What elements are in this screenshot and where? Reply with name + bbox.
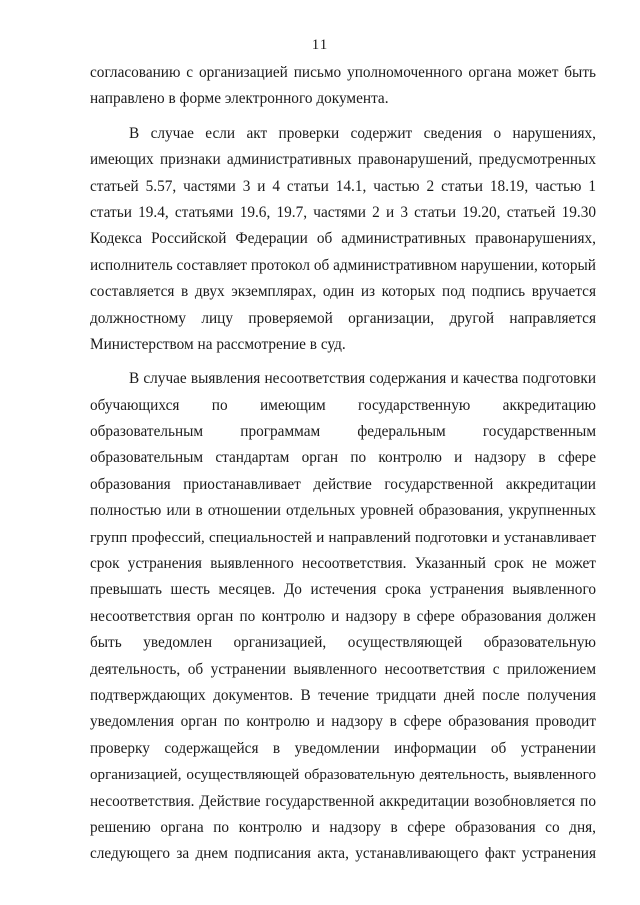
document-body	[90, 60, 596, 868]
text-line: составляется в двух экземплярах, один из которых под подпись вручается	[90, 283, 596, 301]
text-line: срок устранения выявленного несоответствия. Указанный срок не может	[90, 555, 596, 573]
page-number: 11	[311, 37, 329, 53]
text-line: Кодекса Российской Федерации об административных правонарушениях,	[90, 230, 596, 248]
paragraph	[90, 60, 596, 113]
text-line: В случае если акт проверки содержит сведения о нарушениях,	[129, 124, 596, 142]
text-line: Министерством на рассмотрение в суд.	[90, 335, 346, 353]
text-line: несоответствия. Действие государственной аккредитации возобновляется по	[90, 792, 596, 810]
text-line: подтверждающих документов. В течение тридцати дней после получения	[90, 686, 596, 704]
text-line: групп профессий, специальностей и направлений подготовки и устанавливает	[90, 529, 596, 546]
text-line: исполнитель составляет протокол об административном нарушении, который	[90, 256, 596, 274]
text-line: должностному лицу проверяемой организации, другой направляется	[90, 309, 596, 327]
text-line: деятельность, об устранении выявленного несоответствия с приложением	[90, 660, 596, 678]
paragraph	[90, 366, 596, 867]
text-line: обучающихся по имеющим государственную аккредитацию	[90, 396, 596, 414]
text-line: быть уведомлен организацией, осуществляющей образовательную	[90, 634, 596, 652]
text-line: проверку содержащейся в уведомлении информации об устранении	[90, 739, 596, 757]
text-line: В случае выявления несоответствия содержания и качества подготовки	[129, 370, 596, 388]
text-line: статьи 19.4, статьями 19.6, 19.7, частями 2 и 3 статьи 19.20, статьей 19.30	[90, 203, 596, 221]
text-line: статьей 5.57, частями 3 и 4 статьи 14.1, частью 2 статьи 18.19, частью 1	[90, 177, 596, 195]
text-line: имеющих признаки административных правонарушений, предусмотренных	[90, 151, 596, 169]
text-line: согласованию с организацией письмо уполномоченного органа может быть	[90, 64, 596, 81]
text-line: уведомления орган по контролю и надзору в сфере образования проводит	[90, 713, 596, 731]
paragraph	[90, 121, 596, 359]
text-line: следующего за днем подписания акта, устанавливающего факт устранения	[90, 845, 596, 863]
text-line: полностью или в отношении отдельных уровней образования, укрупненных	[90, 502, 596, 520]
text-line: организацией, осуществляющей образовательную деятельность, выявленного	[90, 767, 596, 784]
text-line: образовательным программам федеральным государственным	[90, 423, 596, 441]
text-line: превышать шесть месяцев. До истечения срока устранения выявленного	[90, 581, 596, 599]
text-line: образовательным стандартам орган по контролю и надзору в сфере	[90, 449, 596, 467]
text-line: несоответствия орган по контролю и надзору в сфере образования должен	[90, 607, 596, 625]
text-line: образования приостанавливает действие государственной аккредитации	[90, 475, 596, 493]
text-line: решению органа по контролю и надзору в сфере образования со дня,	[90, 818, 596, 836]
text-line: направлено в форме электронного документа.	[90, 90, 389, 108]
